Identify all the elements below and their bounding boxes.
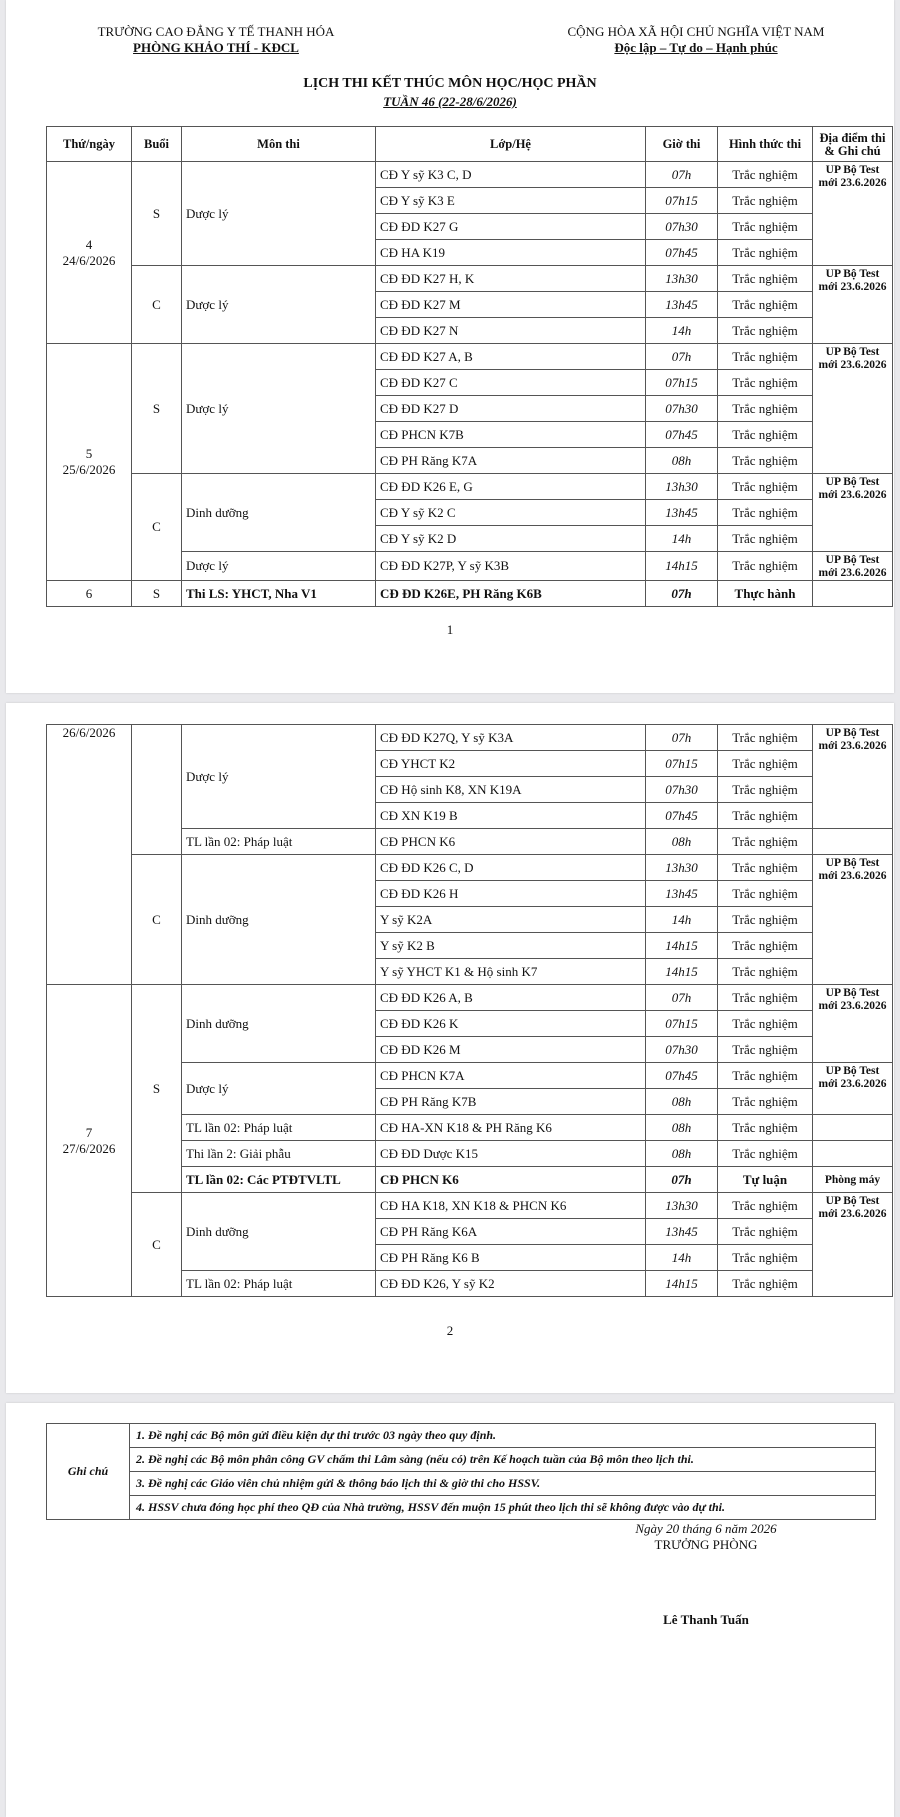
document-title: LỊCH THI KẾT THÚC MÔN HỌC/HỌC PHẦN xyxy=(303,76,597,91)
session-cell: C xyxy=(132,474,182,581)
signature-date: Ngày 20 tháng 6 năm 2026 xyxy=(635,1521,777,1536)
class-cell: CĐ PHCN K7B xyxy=(376,422,646,448)
time-cell: 07h xyxy=(646,581,718,607)
time-cell: 13h30 xyxy=(646,474,718,500)
class-cell: CĐ ĐD K27 D xyxy=(376,396,646,422)
time-cell: 08h xyxy=(646,448,718,474)
note-cell: UP Bộ Test mới 23.6.2026 xyxy=(813,266,893,344)
note-cell xyxy=(813,581,893,607)
session-cell: C xyxy=(132,1193,182,1297)
signature-name: Lê Thanh Tuấn xyxy=(663,1612,749,1627)
note-cell: UP Bộ Test mới 23.6.2026 xyxy=(813,474,893,552)
format-cell: Trắc nghiệm xyxy=(718,526,813,552)
table-row xyxy=(47,1193,893,1219)
format-cell: Trắc nghiệm xyxy=(718,1115,813,1141)
class-cell: CĐ ĐD K27 A, B xyxy=(376,344,646,370)
class-cell: CĐ Y sỹ K3 E xyxy=(376,188,646,214)
notes-label: Ghi chú xyxy=(47,1424,130,1520)
signature-role: TRƯỞNG PHÒNG xyxy=(654,1537,758,1552)
class-cell: CĐ HA K18, XN K18 & PHCN K6 xyxy=(376,1193,646,1219)
format-cell: Trắc nghiệm xyxy=(718,396,813,422)
session-cell: S xyxy=(132,162,182,266)
time-cell: 07h15 xyxy=(646,751,718,777)
session-cell: C xyxy=(132,266,182,344)
class-cell: Y sỹ K2 B xyxy=(376,933,646,959)
format-cell: Tự luận xyxy=(718,1167,813,1193)
time-cell: 13h30 xyxy=(646,855,718,881)
format-cell: Trắc nghiệm xyxy=(718,1245,813,1271)
class-cell: CĐ ĐD Dược K15 xyxy=(376,1141,646,1167)
page-number: 1 xyxy=(446,622,454,637)
format-cell: Trắc nghiệm xyxy=(718,1193,813,1219)
nation-name: CỘNG HÒA XÃ HỘI CHỦ NGHĨA VIỆT NAM xyxy=(567,24,825,39)
subject-cell: Dược lý xyxy=(182,725,376,829)
format-cell: Trắc nghiệm xyxy=(718,725,813,751)
format-cell: Trắc nghiệm xyxy=(718,959,813,985)
table-row xyxy=(47,266,893,292)
col-header-subject: Môn thi xyxy=(182,127,376,162)
col-header-note: Địa điểm thi & Ghi chú xyxy=(813,127,893,162)
format-cell: Trắc nghiệm xyxy=(718,1011,813,1037)
time-cell: 07h30 xyxy=(646,214,718,240)
subject-cell: TL lần 02: Các PTĐTVLTL xyxy=(182,1167,376,1193)
session-cell: S xyxy=(132,344,182,474)
schedule-table-2 xyxy=(46,724,893,1297)
format-cell: Thực hành xyxy=(718,581,813,607)
subject-cell: TL lần 02: Pháp luật xyxy=(182,829,376,855)
class-cell: CĐ Y sỹ K2 D xyxy=(376,526,646,552)
day-cell: 6 xyxy=(47,581,132,607)
day-cell: 5 25/6/2026 xyxy=(47,344,132,581)
col-header-class: Lớp/Hệ xyxy=(376,127,646,162)
table-row xyxy=(47,162,893,188)
subject-cell: Thi LS: YHCT, Nha V1 xyxy=(182,581,376,607)
note-cell: UP Bộ Test mới 23.6.2026 xyxy=(813,855,893,985)
class-cell: CĐ ĐD K26 H xyxy=(376,881,646,907)
time-cell: 14h15 xyxy=(646,1271,718,1297)
class-cell: CĐ ĐD K27 M xyxy=(376,292,646,318)
notes-table xyxy=(46,1423,876,1520)
time-cell: 14h15 xyxy=(646,552,718,581)
format-cell: Trắc nghiệm xyxy=(718,266,813,292)
class-cell: CĐ ĐD K26 A, B xyxy=(376,985,646,1011)
format-cell: Trắc nghiệm xyxy=(718,907,813,933)
time-cell: 13h45 xyxy=(646,500,718,526)
subject-cell: Dinh dưỡng xyxy=(182,855,376,985)
schedule-table-1 xyxy=(46,126,893,607)
note-item: 4. HSSV chưa đóng học phí theo QĐ của Nhà trường, HSSV đến muộn 15 phút theo lịch thi sẽ không được vào dự thi. xyxy=(130,1496,876,1520)
format-cell: Trắc nghiệm xyxy=(718,1219,813,1245)
class-cell: CĐ ĐD K27P, Y sỹ K3B xyxy=(376,552,646,581)
format-cell: Trắc nghiệm xyxy=(718,448,813,474)
class-cell: CĐ PH Răng K6A xyxy=(376,1219,646,1245)
time-cell: 07h45 xyxy=(646,1063,718,1089)
format-cell: Trắc nghiệm xyxy=(718,1271,813,1297)
note-cell: Phòng máy xyxy=(813,1167,893,1193)
time-cell: 14h xyxy=(646,1245,718,1271)
note-cell: UP Bộ Test mới 23.6.2026 xyxy=(813,162,893,266)
document-page-1 xyxy=(6,0,894,693)
format-cell: Trắc nghiệm xyxy=(718,474,813,500)
time-cell: 07h30 xyxy=(646,777,718,803)
class-cell: CĐ HA-XN K18 & PH Răng K6 xyxy=(376,1115,646,1141)
format-cell: Trắc nghiệm xyxy=(718,777,813,803)
table-header-row xyxy=(47,127,893,162)
org-header xyxy=(46,24,386,56)
format-cell: Trắc nghiệm xyxy=(718,552,813,581)
class-cell: CĐ HA K19 xyxy=(376,240,646,266)
session-cell: S xyxy=(132,985,182,1193)
time-cell: 14h xyxy=(646,526,718,552)
class-cell: CĐ PH Răng K7B xyxy=(376,1089,646,1115)
day-cell: 7 27/6/2026 xyxy=(47,985,132,1297)
day-cell: 4 24/6/2026 xyxy=(47,162,132,344)
col-header-time: Giờ thi xyxy=(646,127,718,162)
class-cell: CĐ PH Răng K7A xyxy=(376,448,646,474)
class-cell: CĐ Y sỹ K3 C, D xyxy=(376,162,646,188)
class-cell: Y sỹ K2A xyxy=(376,907,646,933)
note-cell xyxy=(813,1115,893,1141)
table-row xyxy=(47,581,893,607)
session-cell: C xyxy=(132,855,182,985)
time-cell: 13h30 xyxy=(646,1193,718,1219)
page-number: 2 xyxy=(446,1323,454,1338)
class-cell: Y sỹ YHCT K1 & Hộ sinh K7 xyxy=(376,959,646,985)
format-cell: Trắc nghiệm xyxy=(718,829,813,855)
class-cell: CĐ ĐD K27Q, Y sỹ K3A xyxy=(376,725,646,751)
time-cell: 08h xyxy=(646,1141,718,1167)
time-cell: 07h45 xyxy=(646,422,718,448)
document-page-2 xyxy=(6,703,894,1393)
class-cell: CĐ PHCN K7A xyxy=(376,1063,646,1089)
time-cell: 08h xyxy=(646,1115,718,1141)
subject-cell: Dinh dưỡng xyxy=(182,474,376,552)
time-cell: 13h45 xyxy=(646,292,718,318)
subject-cell: Dinh dưỡng xyxy=(182,1193,376,1271)
note-cell: UP Bộ Test mới 23.6.2026 xyxy=(813,725,893,829)
note-cell xyxy=(813,829,893,855)
nation-motto: Độc lập – Tự do – Hạnh phúc xyxy=(614,40,778,55)
format-cell: Trắc nghiệm xyxy=(718,292,813,318)
note-cell: UP Bộ Test mới 23.6.2026 xyxy=(813,344,893,474)
time-cell: 13h45 xyxy=(646,881,718,907)
subject-cell: Dược lý xyxy=(182,344,376,474)
time-cell: 07h xyxy=(646,985,718,1011)
class-cell: CĐ ĐD K27 N xyxy=(376,318,646,344)
time-cell: 08h xyxy=(646,1089,718,1115)
subject-cell: Dinh dưỡng xyxy=(182,985,376,1063)
class-cell: CĐ ĐD K27 G xyxy=(376,214,646,240)
format-cell: Trắc nghiệm xyxy=(718,751,813,777)
day-cell: 26/6/2026 xyxy=(47,725,132,985)
subject-cell: Dược lý xyxy=(182,266,376,344)
subject-cell: Dược lý xyxy=(182,162,376,266)
time-cell: 13h30 xyxy=(646,266,718,292)
class-cell: CĐ PHCN K6 xyxy=(376,829,646,855)
note-cell xyxy=(813,1141,893,1167)
format-cell: Trắc nghiệm xyxy=(718,188,813,214)
format-cell: Trắc nghiệm xyxy=(718,422,813,448)
class-cell: CĐ YHCT K2 xyxy=(376,751,646,777)
format-cell: Trắc nghiệm xyxy=(718,370,813,396)
department-name: PHÒNG KHẢO THÍ - KĐCL xyxy=(133,40,299,55)
org-name: TRƯỜNG CAO ĐẲNG Y TẾ THANH HÓA xyxy=(97,24,335,39)
format-cell: Trắc nghiệm xyxy=(718,240,813,266)
time-cell: 07h30 xyxy=(646,1037,718,1063)
format-cell: Trắc nghiệm xyxy=(718,1141,813,1167)
format-cell: Trắc nghiệm xyxy=(718,855,813,881)
time-cell: 07h15 xyxy=(646,188,718,214)
time-cell: 07h xyxy=(646,162,718,188)
class-cell: CĐ PH Răng K6 B xyxy=(376,1245,646,1271)
format-cell: Trắc nghiệm xyxy=(718,1063,813,1089)
time-cell: 13h45 xyxy=(646,1219,718,1245)
time-cell: 07h15 xyxy=(646,1011,718,1037)
format-cell: Trắc nghiệm xyxy=(718,803,813,829)
class-cell: CĐ Hộ sinh K8, XN K19A xyxy=(376,777,646,803)
note-cell: UP Bộ Test mới 23.6.2026 xyxy=(813,1193,893,1297)
format-cell: Trắc nghiệm xyxy=(718,500,813,526)
nation-header xyxy=(526,24,866,56)
subject-cell: TL lần 02: Pháp luật xyxy=(182,1115,376,1141)
time-cell: 14h15 xyxy=(646,959,718,985)
table-row xyxy=(47,474,893,500)
col-header-format: Hình thức thi xyxy=(718,127,813,162)
format-cell: Trắc nghiệm xyxy=(718,933,813,959)
session-cell: S xyxy=(132,581,182,607)
time-cell: 07h30 xyxy=(646,396,718,422)
class-cell: CĐ ĐD K27 H, K xyxy=(376,266,646,292)
class-cell: CĐ ĐD K26E, PH Răng K6B xyxy=(376,581,646,607)
session-cell xyxy=(132,725,182,855)
time-cell: 14h xyxy=(646,907,718,933)
time-cell: 14h xyxy=(646,318,718,344)
class-cell: CĐ ĐD K26 K xyxy=(376,1011,646,1037)
class-cell: CĐ ĐD K26 C, D xyxy=(376,855,646,881)
format-cell: Trắc nghiệm xyxy=(718,985,813,1011)
table-row xyxy=(47,985,893,1011)
table-row xyxy=(47,344,893,370)
note-item: 1. Đề nghị các Bộ môn gửi điều kiện dự thi trước 03 ngày theo quy định. xyxy=(130,1424,876,1448)
subject-cell: TL lần 02: Pháp luật xyxy=(182,1271,376,1297)
time-cell: 07h xyxy=(646,344,718,370)
note-item: 2. Đề nghị các Bộ môn phân công GV chấm thi Lâm sàng (nếu có) trên Kế hoạch tuần của Bộ môn theo lịch thi. xyxy=(130,1448,876,1472)
format-cell: Trắc nghiệm xyxy=(718,162,813,188)
class-cell: CĐ ĐD K26 M xyxy=(376,1037,646,1063)
format-cell: Trắc nghiệm xyxy=(718,1037,813,1063)
time-cell: 07h45 xyxy=(646,240,718,266)
week-subtitle: TUẦN 46 (22-28/6/2026) xyxy=(383,94,517,109)
format-cell: Trắc nghiệm xyxy=(718,214,813,240)
time-cell: 07h xyxy=(646,725,718,751)
note-cell: UP Bộ Test mới 23.6.2026 xyxy=(813,1063,893,1115)
format-cell: Trắc nghiệm xyxy=(718,318,813,344)
note-item: 3. Đề nghị các Giáo viên chủ nhiệm gửi & thông báo lịch thi & giờ thi cho HSSV. xyxy=(130,1472,876,1496)
class-cell: CĐ ĐD K27 C xyxy=(376,370,646,396)
table-row xyxy=(47,855,893,881)
time-cell: 07h45 xyxy=(646,803,718,829)
class-cell: CĐ ĐD K26, Y sỹ K2 xyxy=(376,1271,646,1297)
time-cell: 07h xyxy=(646,1167,718,1193)
class-cell: CĐ ĐD K26 E, G xyxy=(376,474,646,500)
document-page-3 xyxy=(6,1403,894,1817)
subject-cell: Dược lý xyxy=(182,552,376,581)
class-cell: CĐ Y sỹ K2 C xyxy=(376,500,646,526)
col-header-session: Buổi xyxy=(132,127,182,162)
subject-cell: Thi lần 2: Giải phẫu xyxy=(182,1141,376,1167)
time-cell: 08h xyxy=(646,829,718,855)
class-cell: CĐ XN K19 B xyxy=(376,803,646,829)
note-cell: UP Bộ Test mới 23.6.2026 xyxy=(813,985,893,1063)
time-cell: 14h15 xyxy=(646,933,718,959)
note-cell: UP Bộ Test mới 23.6.2026 xyxy=(813,552,893,581)
time-cell: 07h15 xyxy=(646,370,718,396)
format-cell: Trắc nghiệm xyxy=(718,881,813,907)
class-cell: CĐ PHCN K6 xyxy=(376,1167,646,1193)
col-header-day: Thứ/ngày xyxy=(47,127,132,162)
format-cell: Trắc nghiệm xyxy=(718,1089,813,1115)
subject-cell: Dược lý xyxy=(182,1063,376,1115)
table-row xyxy=(47,725,893,751)
format-cell: Trắc nghiệm xyxy=(718,344,813,370)
